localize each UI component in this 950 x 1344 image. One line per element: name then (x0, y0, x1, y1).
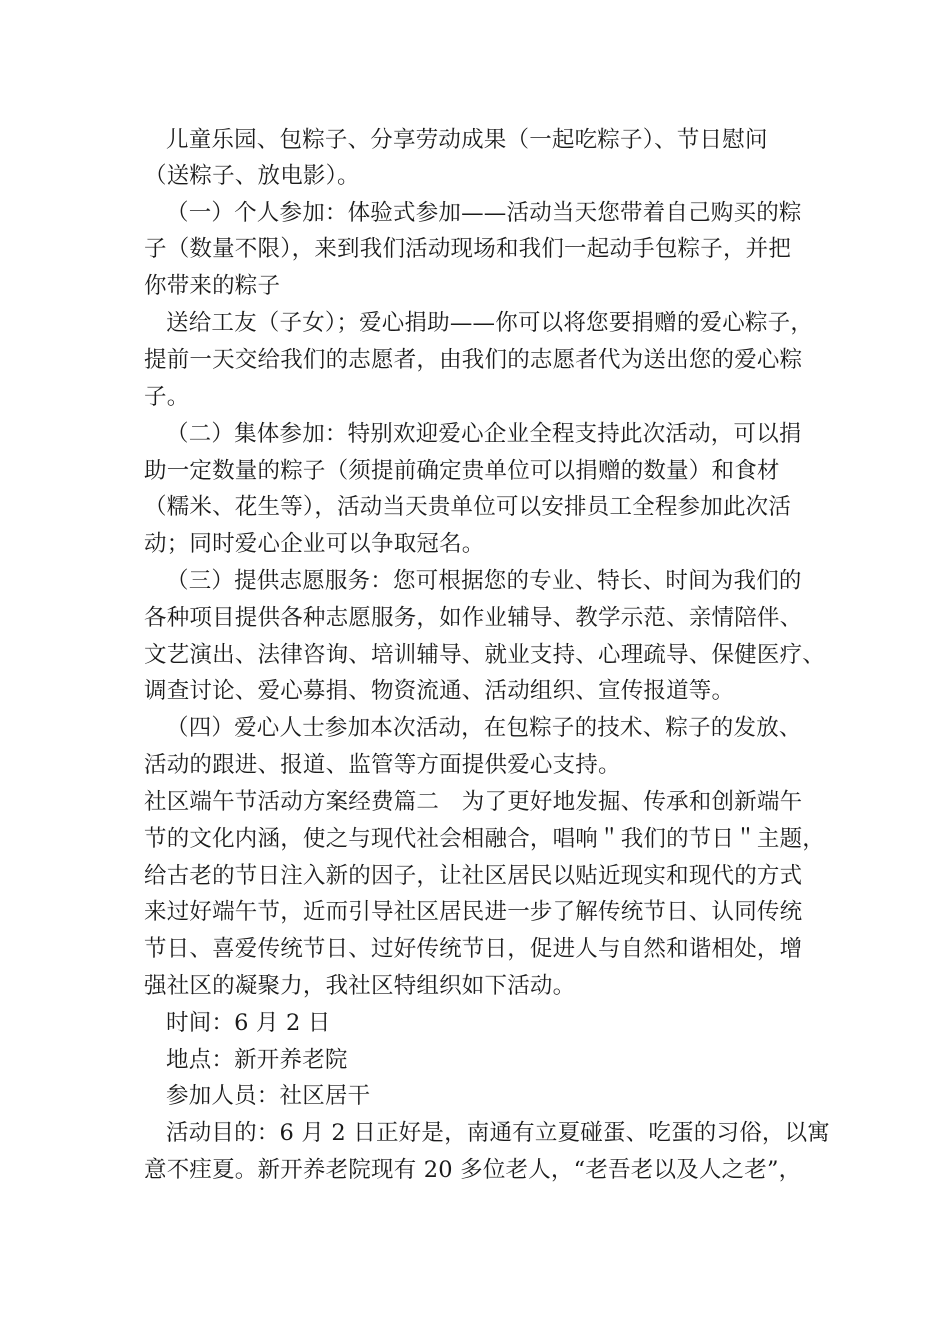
text-line: 文艺演出、法律咨询、培训辅导、就业支持、心理疏导、保健医疗、 (144, 642, 826, 668)
text-line: 提前一天交给我们的志愿者，由我们的志愿者代为送出您的爱心粽 (144, 347, 803, 373)
event-participants-line: 参加人员：社区居干 (166, 1083, 371, 1109)
text-line: （一）个人参加：体验式参加——活动当天您带着自己购买的粽 (166, 200, 802, 226)
text-line: 意不疰夏。新开养老院现有 20 多位老人，“老吾老以及人之老”， (144, 1157, 802, 1183)
text-line: 调查讨论、爱心募捐、物资流通、活动组织、宣传报道等。 (144, 678, 735, 704)
text-line: 活动的跟进、报道、监管等方面提供爱心支持。 (144, 752, 621, 778)
event-time-line: 时间：6 月 2 日 (166, 1010, 331, 1036)
text-line: 强社区的凝聚力，我社区特组织如下活动。 (144, 973, 576, 999)
text-line: 你带来的粽子 (144, 273, 281, 299)
text-line: （二）集体参加：特别欢迎爱心企业全程支持此次活动，可以捐 (166, 421, 802, 447)
text-line: 子。 (144, 384, 190, 410)
text-line: 子（数量不限），来到我们活动现场和我们一起动手包粽子，并把 (144, 236, 792, 262)
text-line: （送粽子、放电影）。 (144, 163, 360, 189)
text-line: 儿童乐园、包粽子、分享劳动成果（一起吃粽子）、节日慰问 (166, 127, 768, 153)
text-line: 助一定数量的粽子（须提前确定贵单位可以捐赠的数量）和食材 (144, 458, 780, 484)
text-line: 来过好端午节，近而引导社区居民进一步了解传统节日、认同传统 (144, 899, 803, 925)
event-purpose-line: 活动目的：6 月 2 日正好是，南通有立夏碰蛋、吃蛋的习俗，以寓 (166, 1120, 830, 1146)
section-heading-line: 社区端午节活动方案经费篇二 为了更好地发掘、传承和创新端午 (144, 789, 803, 815)
text-line: 节的文化内涵，使之与现代社会相融合，唱响＂我们的节日＂主题， (144, 826, 826, 852)
text-line: （糯米、花生等），活动当天贵单位可以安排员工全程参加此次活 (144, 494, 792, 520)
text-line: 各种项目提供各种志愿服务，如作业辅导、教学示范、亲情陪伴、 (144, 605, 803, 631)
text-line: （三）提供志愿服务：您可根据您的专业、特长、时间为我们的 (166, 568, 802, 594)
text-line: （四）爱心人士参加本次活动，在包粽子的技术、粽子的发放、 (166, 715, 802, 741)
text-line: 动；同时爱心企业可以争取冠名。 (144, 531, 485, 557)
text-line: 送给工友（子女）；爱心捐助——你可以将您要捐赠的爱心粽子， (166, 310, 814, 336)
text-line: 给古老的节日注入新的因子，让社区居民以贴近现实和现代的方式 (144, 863, 803, 889)
text-line: 节日、喜爱传统节日、过好传统节日，促进人与自然和谐相处，增 (144, 936, 803, 962)
event-location-line: 地点：新开养老院 (166, 1047, 348, 1073)
